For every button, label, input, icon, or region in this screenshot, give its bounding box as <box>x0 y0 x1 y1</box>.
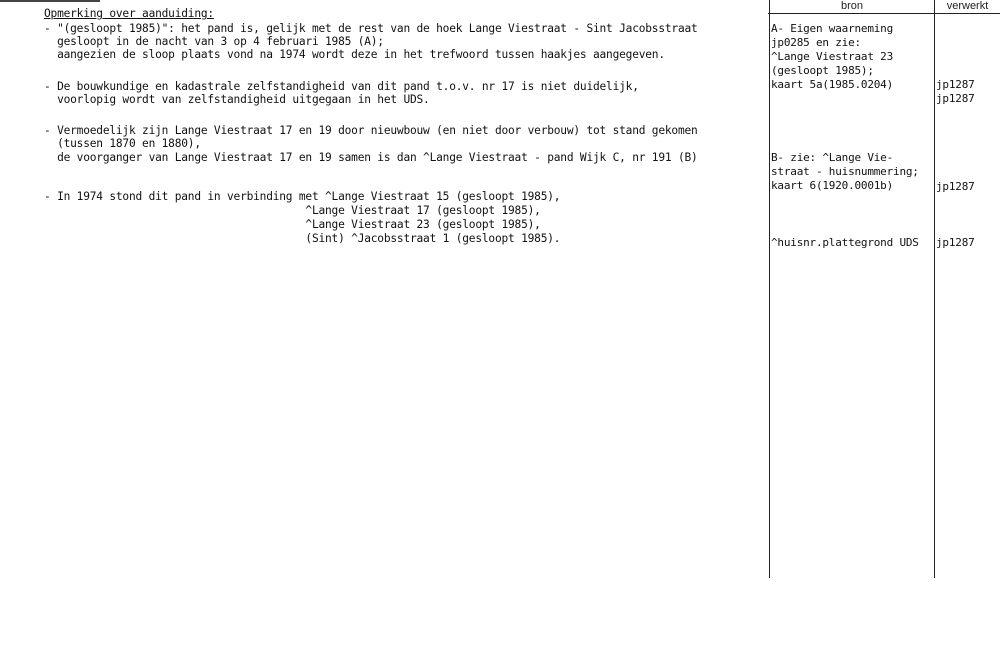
note-line: - "(gesloopt 1985)": het pand is, gelijk met de rest van de hoek Lange Viestraat - Sint Jacobsstraat <box>44 22 698 35</box>
column-header-divider <box>768 13 1000 14</box>
note-line: ^Lange Viestraat 23 (gesloopt 1985), <box>44 218 541 231</box>
verwerkt-column-header: verwerkt <box>946 0 989 12</box>
verwerkt-entry: jp1287 <box>936 78 975 91</box>
note-line: voorlopig wordt van zelfstandigheid uitgegaan in het UDS. <box>44 93 430 106</box>
bron-column-header: bron <box>840 0 864 12</box>
note-line: (tussen 1870 en 1880), <box>44 137 201 150</box>
verwerkt-entry: jp1287 <box>936 92 975 105</box>
bron-line: ^huisnr.plattegrond UDS <box>771 236 919 249</box>
note-line: - Vermoedelijk zijn Lange Viestraat 17 en 19 door nieuwbouw (en niet door verbouw) tot stand gekomen <box>44 124 698 137</box>
verwerkt-column-border <box>934 0 935 578</box>
note-line: aangezien de sloop plaats vond na 1974 wordt deze in het trefwoord tussen haakjes aangegeven. <box>44 48 665 61</box>
bron-line: A- Eigen waarneming <box>771 22 894 35</box>
bron-line: ^Lange Viestraat 23 <box>771 50 894 63</box>
note-line: - De bouwkundige en kadastrale zelfstandigheid van dit pand t.o.v. nr 17 is niet duidelijk, <box>44 80 639 93</box>
note-line: de voorganger van Lange Viestraat 17 en 19 samen is dan ^Lange Viestraat - pand Wijk C, nr 191 (B) <box>44 151 698 164</box>
top-edge-line <box>0 0 100 2</box>
bron-line: kaart 6(1920.0001b) <box>771 179 894 192</box>
note-line: - In 1974 stond dit pand in verbinding met ^Lange Viestraat 15 (gesloopt 1985), <box>44 190 561 203</box>
notes-heading: Opmerking over aanduiding: <box>44 7 214 20</box>
note-line: (Sint) ^Jacobsstraat 1 (gesloopt 1985). <box>44 232 561 245</box>
bron-line: B- zie: ^Lange Vie- <box>771 151 894 164</box>
bron-line: (gesloopt 1985); <box>771 64 874 77</box>
verwerkt-entry: jp1287 <box>936 180 975 193</box>
note-line: gesloopt in de nacht van 3 op 4 februari 1985 (A); <box>44 35 384 48</box>
bron-line: kaart 5a(1985.0204) <box>771 78 894 91</box>
bron-line: straat - huisnummering; <box>771 165 919 178</box>
bron-column-border <box>769 0 770 578</box>
verwerkt-entry: jp1287 <box>936 236 975 249</box>
bron-line: jp0285 en zie: <box>771 36 861 49</box>
note-line: ^Lange Viestraat 17 (gesloopt 1985), <box>44 204 541 217</box>
